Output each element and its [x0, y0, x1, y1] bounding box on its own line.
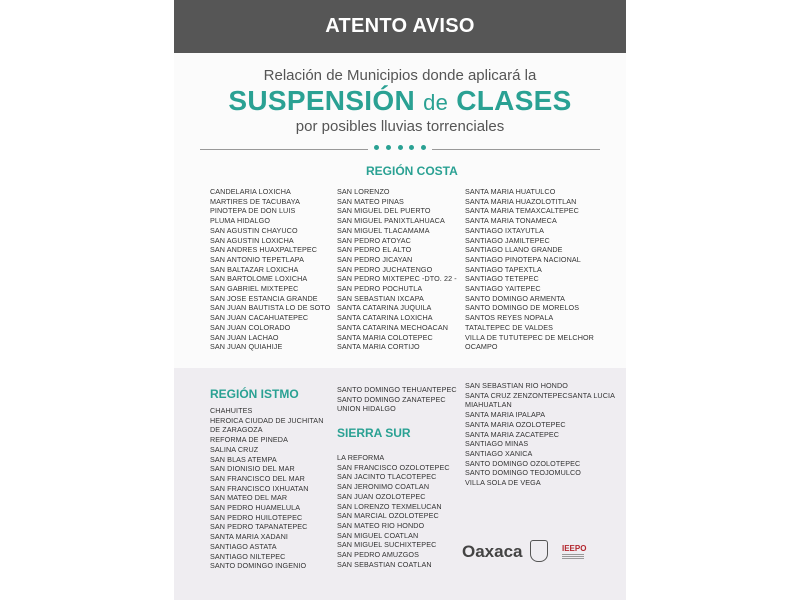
municipality-item: SAN MIGUEL PANIXTLAHUACA — [337, 216, 445, 226]
municipality-item: SAN MIGUEL SUCHIXTEPEC — [337, 540, 437, 550]
municipality-item: SAN JUAN QUIAHIJE — [210, 342, 283, 352]
municipality-item: SAN FRANCISCO IXHUATAN — [210, 483, 309, 493]
ieepo-logo: IEEPO — [562, 544, 587, 553]
municipality-item: SANTIAGO IXTAYUTLA — [465, 225, 545, 235]
region-istmo-title: REGIÓN ISTMO — [210, 387, 299, 401]
municipality-item: SANTA MARIA HUATULCO — [465, 187, 556, 196]
heading-de-word: de — [423, 90, 449, 115]
municipality-item: HEROICA CIUDAD DE JUCHITAN — [210, 415, 324, 425]
municipality-item: UNION HIDALGO — [337, 404, 396, 414]
municipality-item: SANTIAGO PINOTEPA NACIONAL — [465, 254, 581, 264]
municipality-item: SANTA CATARINA MECHOACAN — [337, 322, 449, 332]
municipality-item: SAN JOSE ESTANCIA GRANDE — [210, 293, 318, 303]
dot — [386, 145, 391, 150]
municipality-item: SANTIAGO TAPEXTLA — [465, 264, 542, 274]
municipality-item: SAN JACINTO TLACOTEPEC — [337, 472, 437, 482]
municipality-item: SAN SEBASTIAN RIO HONDO — [465, 381, 568, 390]
municipality-item: SAN PEDRO JICAYAN — [337, 254, 413, 264]
municipality-item: SANTA CATARINA JUQUILA — [337, 303, 432, 313]
region-costa-title: REGIÓN COSTA — [366, 164, 458, 178]
dot — [421, 145, 426, 150]
municipality-item: SANTA MARIA CORTIJO — [337, 342, 420, 352]
banner-title: ATENTO AVISO — [174, 0, 626, 53]
heading-line-3: por posibles lluvias torrenciales — [295, 118, 505, 135]
municipality-item: MIAHUATLAN — [465, 400, 512, 410]
ieepo-logo-lines — [562, 554, 584, 562]
istmo-column-1 — [210, 406, 323, 571]
municipality-item: PINOTEPA DE DON LUIS — [210, 206, 296, 216]
municipality-item: SANTA CATARINA LOXICHA — [337, 313, 433, 323]
dot — [409, 145, 414, 150]
municipality-item: SANTIAGO LLANO GRANDE — [465, 245, 563, 255]
municipality-item: SANTA MARIA COLOTEPEC — [337, 332, 433, 342]
heading-suspension — [174, 84, 626, 120]
istmo-column-2 — [337, 385, 457, 414]
municipality-item: OCAMPO — [465, 342, 498, 352]
municipality-item: SANTO DOMINGO OZOLOTEPEC — [465, 458, 581, 468]
sierra-sur-column-2 — [337, 453, 450, 569]
dot — [398, 145, 403, 150]
municipality-item: REFORMA DE PINEDA — [210, 435, 288, 445]
municipality-item: SAN MIGUEL TLACAMAMA — [337, 225, 430, 235]
municipality-item: SAN MATEO DEL MAR — [210, 493, 288, 503]
divider-left — [200, 149, 368, 150]
municipality-item: SAN JUAN BAUTISTA LO DE SOTO — [210, 303, 331, 313]
municipality-item: SANTIAGO XANICA — [465, 448, 533, 458]
municipality-item: SAN AGUSTIN CHAYUCO — [210, 225, 298, 235]
municipality-item: SANTIAGO TETEPEC — [465, 274, 539, 284]
municipality-item: SAN PEDRO MIXTEPEC -DTO. 22 - — [337, 274, 457, 284]
municipality-item: SANTO DOMINGO TEHUANTEPEC — [337, 385, 457, 394]
municipality-item: SANTA CRUZ ZENZONTEPECSANTA LUCIA — [465, 390, 615, 400]
municipality-item: TATALTEPEC DE VALDES — [465, 322, 553, 332]
heading-suspension-word: SUSPENSIÓN — [228, 85, 415, 116]
municipality-item: SALINA CRUZ — [210, 444, 259, 454]
municipality-item: SAN SEBASTIAN COATLAN — [337, 559, 432, 569]
municipality-item: SAN AGUSTIN LOXICHA — [210, 235, 294, 245]
municipality-item: SANTIAGO MINAS — [465, 439, 529, 449]
municipality-item: CHAHUITES — [210, 406, 253, 415]
municipality-item: SAN ANDRES HUAXPALTEPEC — [210, 245, 318, 255]
municipality-item: SAN DIONISIO DEL MAR — [210, 464, 295, 474]
notice-sheet — [174, 0, 626, 600]
municipality-item: SAN JUAN COLORADO — [210, 322, 291, 332]
municipality-item: PLUMA HIDALGO — [210, 216, 271, 226]
municipality-item: SAN SEBASTIAN IXCAPA — [337, 293, 424, 303]
municipality-item: SAN PEDRO POCHUTLA — [337, 284, 423, 294]
municipality-item: SAN PEDRO TAPANATEPEC — [210, 522, 308, 532]
municipality-item: SANTIAGO JAMILTEPEC — [465, 235, 550, 245]
government-seal-icon — [530, 540, 548, 562]
municipality-item: SANTOS REYES NOPALA — [465, 313, 554, 323]
municipality-item: SAN BALTAZAR LOXICHA — [210, 264, 299, 274]
municipality-item: SAN LORENZO — [337, 187, 390, 196]
municipality-item: SANTA MARIA OZOLOTEPEC — [465, 419, 566, 429]
municipality-item: MARTIRES DE TACUBAYA — [210, 196, 300, 206]
costa-column-1 — [210, 187, 330, 352]
municipality-item: SAN BLAS ATEMPA — [210, 454, 277, 464]
municipality-item: SAN GABRIEL MIXTEPEC — [210, 284, 299, 294]
municipality-item: SANTA MARIA ZACATEPEC — [465, 429, 560, 439]
municipality-item: SANTA MARIA TONAMECA — [465, 216, 557, 226]
municipality-item: SAN LORENZO TEXMELUCAN — [337, 501, 442, 511]
municipality-item: SAN PEDRO HUILOTEPEC — [210, 512, 303, 522]
municipality-item: LA REFORMA — [337, 453, 385, 462]
costa-column-3 — [465, 187, 594, 352]
heading-line-1: Relación de Municipios donde aplicará la — [263, 67, 537, 84]
municipality-item: CANDELARIA LOXICHA — [210, 187, 291, 196]
region-sierra-sur-title: SIERRA SUR — [337, 426, 411, 440]
municipality-item: SANTO DOMINGO INGENIO — [210, 561, 307, 571]
municipality-item: SANTA MARIA IPALAPA — [465, 410, 546, 420]
municipality-item: SANTO DOMINGO TEOJOMULCO — [465, 468, 581, 478]
municipality-item: DE ZARAGOZA — [210, 425, 263, 435]
heading-clases-word: CLASES — [456, 85, 572, 116]
municipality-item: SANTO DOMINGO DE MORELOS — [465, 303, 580, 313]
municipality-item: SAN PEDRO JUCHATENGO — [337, 264, 433, 274]
divider-dots — [374, 145, 426, 150]
municipality-item: SANTO DOMINGO ARMENTA — [465, 293, 566, 303]
divider-right — [432, 149, 600, 150]
municipality-item: SANTO DOMINGO ZANATEPEC — [337, 394, 446, 404]
municipality-item: SAN JERONIMO COATLAN — [337, 482, 430, 492]
municipality-item: SANTA MARIA XADANI — [210, 532, 288, 542]
municipality-item: SANTA MARIA TEMAXCALTEPEC — [465, 206, 579, 216]
municipality-item: SAN PEDRO AMUZGOS — [337, 550, 419, 560]
municipality-item: VILLA SOLA DE VEGA — [465, 478, 541, 488]
municipality-item: VILLA DE TUTUTEPEC DE MELCHOR — [465, 332, 594, 342]
municipality-item: SAN FRANCISCO OZOLOTEPEC — [337, 462, 450, 472]
municipality-item: SANTIAGO YAITEPEC — [465, 284, 541, 294]
municipality-item: SAN ANTONIO TEPETLAPA — [210, 254, 304, 264]
municipality-item: SAN PEDRO ATOYAC — [337, 235, 411, 245]
municipality-item: SAN MARCIAL OZOLOTEPEC — [337, 511, 439, 521]
municipality-item: SAN JUAN CACAHUATEPEC — [210, 313, 309, 323]
municipality-item: SANTIAGO ASTATA — [210, 541, 277, 551]
municipality-item: SANTA MARIA HUAZOLOTITLAN — [465, 196, 577, 206]
municipality-item: SAN BARTOLOME LOXICHA — [210, 274, 308, 284]
dot — [374, 145, 379, 150]
municipality-item: SAN MATEO PINAS — [337, 196, 404, 206]
municipality-item: SAN PEDRO EL ALTO — [337, 245, 412, 255]
logo-strip — [462, 538, 612, 572]
municipality-item: SANTIAGO NILTEPEC — [210, 551, 286, 561]
municipality-item: SAN JUAN OZOLOTEPEC — [337, 491, 426, 501]
municipality-item: SAN MATEO RIO HONDO — [337, 520, 425, 530]
costa-column-2 — [337, 187, 457, 352]
municipality-item: SAN PEDRO HUAMELULA — [210, 503, 301, 513]
municipality-item: SAN MIGUEL COATLAN — [337, 530, 419, 540]
municipality-item: SAN MIGUEL DEL PUERTO — [337, 206, 431, 216]
municipality-item: SAN FRANCISCO DEL MAR — [210, 473, 305, 483]
sierra-sur-column-3 — [465, 381, 615, 488]
oaxaca-logo: Oaxaca — [462, 542, 523, 561]
municipality-item: SAN JUAN LACHAO — [210, 332, 279, 342]
